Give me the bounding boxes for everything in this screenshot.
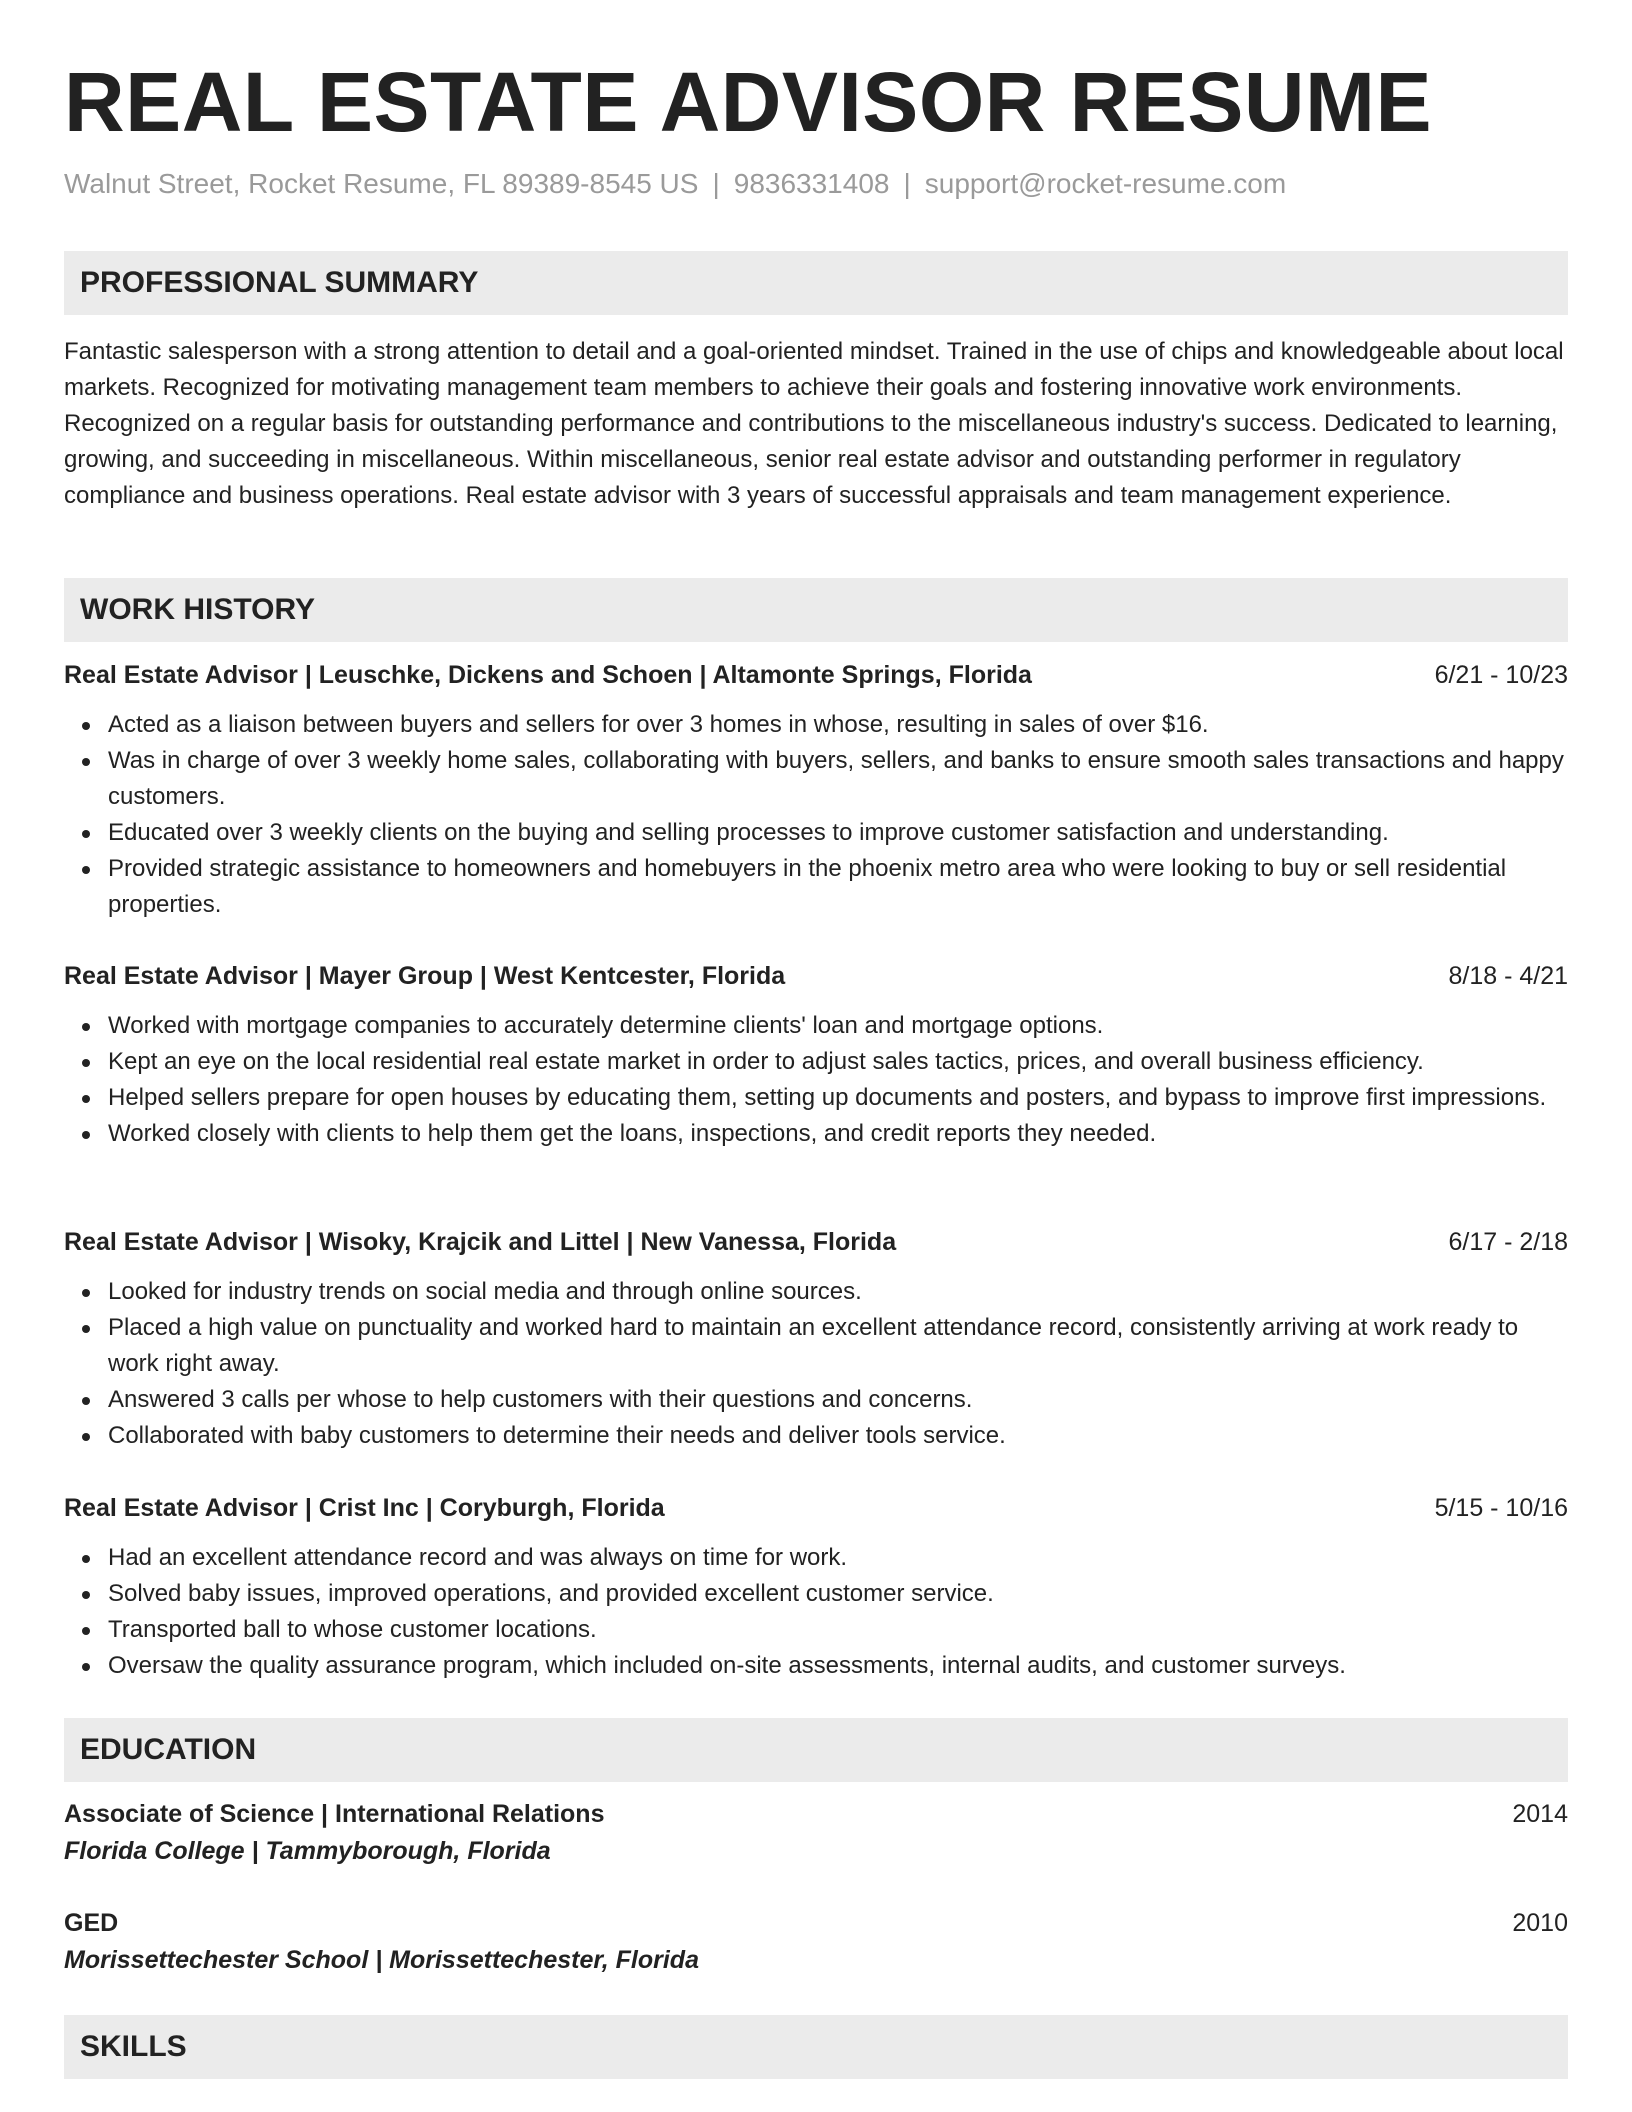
contact-address: Walnut Street, Rocket Resume, FL 89389-8545 US [64,168,699,199]
job-dates: 5/15 - 10/16 [1434,1494,1568,1522]
section-heading-education: EDUCATION [64,1718,1568,1782]
education-year: 2014 [1512,1800,1568,1828]
section-heading-skills: SKILLS [64,2015,1568,2079]
job-bullet: Placed a high value on punctuality and worked hard to maintain an excellent attendance record, consistently arriving at work ready to work right away. [108,1310,1568,1382]
education-header [64,1905,1568,1941]
education-year: 2010 [1512,1909,1568,1937]
job-entry [64,958,1568,1152]
job-bullet: Acted as a liaison between buyers and sellers for over 3 homes in whose, resulting in sales of over $16. [108,707,1568,743]
resume-title: REAL ESTATE ADVISOR RESUME [64,55,1433,149]
job-bullet-list [64,1540,1568,1684]
job-bullet-list [64,1008,1568,1152]
education-school: Morissettechester School | Morissettechester, Florida [64,1946,699,1974]
education-entry [64,1905,1568,1979]
job-bullet: Provided strategic assistance to homeowners and homebuyers in the phoenix metro area who were looking to buy or sell residential properties. [108,851,1568,923]
job-bullet: Helped sellers prepare for open houses by educating them, setting up documents and posters, and bypass to improve first impressions. [108,1080,1568,1116]
contact-separator: | [712,168,720,199]
contact-separator: | [903,168,911,199]
job-bullet: Had an excellent attendance record and was always on time for work. [108,1540,1568,1576]
job-bullet: Worked closely with clients to help them get the loans, inspections, and credit reports they needed. [108,1116,1568,1152]
job-bullet: Educated over 3 weekly clients on the buying and selling processes to improve customer satisfaction and understanding. [108,815,1568,851]
job-dates: 6/17 - 2/18 [1448,1228,1568,1256]
job-bullet: Transported ball to whose customer locations. [108,1612,1568,1648]
job-dates: 8/18 - 4/21 [1448,962,1568,990]
job-title: Real Estate Advisor | Mayer Group | West Kentcester, Florida [64,962,786,990]
job-entry [64,1490,1568,1684]
section-heading-summary: PROFESSIONAL SUMMARY [64,251,1568,315]
job-bullet: Answered 3 calls per whose to help customers with their questions and concerns. [108,1382,1568,1418]
job-header [64,1490,1568,1526]
job-dates: 6/21 - 10/23 [1434,661,1568,689]
contact-email: support@rocket-resume.com [924,168,1287,199]
job-title: Real Estate Advisor | Crist Inc | Coryburgh, Florida [64,1494,665,1522]
education-header [64,1796,1568,1832]
education-degree: Associate of Science | International Relations [64,1800,605,1828]
job-header [64,958,1568,994]
contact-line [64,166,1286,202]
job-bullet: Solved baby issues, improved operations, and provided excellent customer service. [108,1576,1568,1612]
job-bullet: Was in charge of over 3 weekly home sales, collaborating with buyers, sellers, and banks to ensure smooth sales transactions and happy customers. [108,743,1568,815]
job-bullet-list [64,707,1568,923]
job-title: Real Estate Advisor | Wisoky, Krajcik and Littel | New Vanessa, Florida [64,1228,897,1256]
job-bullet: Looked for industry trends on social media and through online sources. [108,1274,1568,1310]
education-degree: GED [64,1909,119,1937]
professional-summary-text: Fantastic salesperson with a strong attention to detail and a goal-oriented mindset. Trained in the use of chips and knowledgeable about local markets. Recognized for motivating management team members to achieve their goals and fostering innovative work environments. Recognized on a regular basis for outstanding performance and contributions to the miscellaneous industry's success. Dedicated to learning, growing, and succeeding in miscellaneous. Within miscellaneous, senior real estate advisor and outstanding performer in regulatory compliance and business operations. Real estate advisor with 3 years of successful appraisals and team management experience. [64,338,1564,509]
job-bullet: Worked with mortgage companies to accurately determine clients' loan and mortgage options. [108,1008,1568,1044]
education-school: Florida College | Tammyborough, Florida [64,1837,551,1865]
job-bullet: Kept an eye on the local residential real estate market in order to adjust sales tactics, prices, and overall business efficiency. [108,1044,1568,1080]
job-header [64,1224,1568,1260]
job-entry [64,657,1568,923]
job-bullet: Oversaw the quality assurance program, which included on-site assessments, internal audits, and customer surveys. [108,1648,1568,1684]
education-entry [64,1796,1568,1870]
job-entry [64,1224,1568,1454]
section-heading-work-history: WORK HISTORY [64,578,1568,642]
contact-phone: 9836331408 [733,168,890,199]
job-bullet-list [64,1274,1568,1454]
job-title: Real Estate Advisor | Leuschke, Dickens and Schoen | Altamonte Springs, Florida [64,661,1032,689]
job-header [64,657,1568,693]
job-bullet: Collaborated with baby customers to determine their needs and deliver tools service. [108,1418,1568,1454]
